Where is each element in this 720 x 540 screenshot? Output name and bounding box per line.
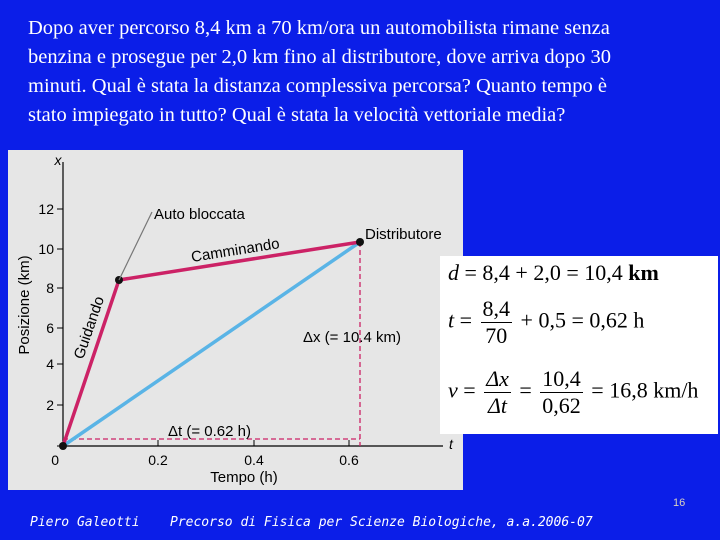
problem-line: benzina e prosegue per 2,0 km fino al distributore, dove arriva dopo 30 xyxy=(28,46,611,68)
page-number: 16 xyxy=(673,497,686,509)
problem-statement xyxy=(28,14,718,130)
velocity-result: = 16,8 km/h xyxy=(591,377,699,403)
time-formula xyxy=(448,296,644,349)
problem-line: minuti. Qual è stata la distanza complessiva percorsa? Quanto tempo è xyxy=(28,75,607,97)
y-tick-label: 6 xyxy=(46,320,54,336)
x-tick-label: 0.6 xyxy=(339,452,359,468)
velocity-eq: = xyxy=(463,377,476,403)
distance-var: d xyxy=(448,260,459,285)
auto-bloccata-label: Auto bloccata xyxy=(154,206,245,223)
y-tick-label: 0 xyxy=(51,452,59,468)
footer-course: Precorso di Fisica per Scienze Biologiche, a.a.2006-07 xyxy=(170,515,593,530)
t-axis-symbol: t xyxy=(449,436,453,452)
y-tick-label: 2 xyxy=(46,397,54,413)
distance-eq: = 8,4 + 2,0 = 10,4 xyxy=(464,260,623,285)
start-point xyxy=(59,442,67,450)
time-den: 70 xyxy=(485,323,508,348)
station-point xyxy=(356,238,364,246)
delta-t-symbol: Δt xyxy=(488,393,508,418)
y-tick-label: 10 xyxy=(38,241,54,257)
problem-line: Dopo aver percorso 8,4 km a 70 km/ora un automobilista rimane senza xyxy=(28,17,610,39)
velocity-eq2: = xyxy=(519,377,532,403)
time-rest: + 0,5 = 0,62 h xyxy=(520,307,645,333)
distance-unit: km xyxy=(628,260,659,285)
footer-author: Piero Galeotti xyxy=(30,515,140,530)
delta-x-symbol: Δx xyxy=(486,366,509,391)
x-tick-label: 0.4 xyxy=(244,452,264,468)
velocity-fraction xyxy=(540,366,583,419)
x-tick-label: 0.2 xyxy=(148,452,168,468)
time-eq: = xyxy=(459,307,473,333)
y-axis-label: Posizione (km) xyxy=(16,255,33,355)
delta-t-label: Δt (= 0.62 h) xyxy=(168,423,251,440)
delta-x-label: Δx (= 10.4 km) xyxy=(303,329,401,346)
y-tick-label: 4 xyxy=(46,356,54,372)
velocity-formula xyxy=(448,366,698,419)
x-axis-symbol: x xyxy=(54,152,62,168)
x-axis-label: Tempo (h) xyxy=(210,469,278,486)
y-tick-label: 12 xyxy=(38,201,54,217)
time-var: t xyxy=(448,307,455,333)
position-time-graph xyxy=(8,150,463,490)
velocity-symbol-fraction xyxy=(484,366,511,419)
x-ticks xyxy=(148,440,359,468)
problem-line: stato impiegato in tutto? Qual è stata la velocità vettoriale media? xyxy=(28,104,566,126)
velocity-var: v xyxy=(448,377,458,403)
y-ticks xyxy=(38,201,63,468)
callout-leader xyxy=(119,212,152,280)
time-fraction xyxy=(481,296,513,349)
camminando-label: Camminando xyxy=(189,235,281,266)
distance-formula xyxy=(448,260,659,286)
distributore-label: Distributore xyxy=(365,226,442,243)
graph-svg xyxy=(8,150,463,490)
time-num: 8,4 xyxy=(482,296,511,321)
velocity-num: 10,4 xyxy=(542,366,581,391)
formula-panel xyxy=(440,256,718,434)
guidando-label: Guidando xyxy=(70,294,108,362)
y-tick-label: 8 xyxy=(46,280,54,296)
velocity-den: 0,62 xyxy=(542,393,581,418)
